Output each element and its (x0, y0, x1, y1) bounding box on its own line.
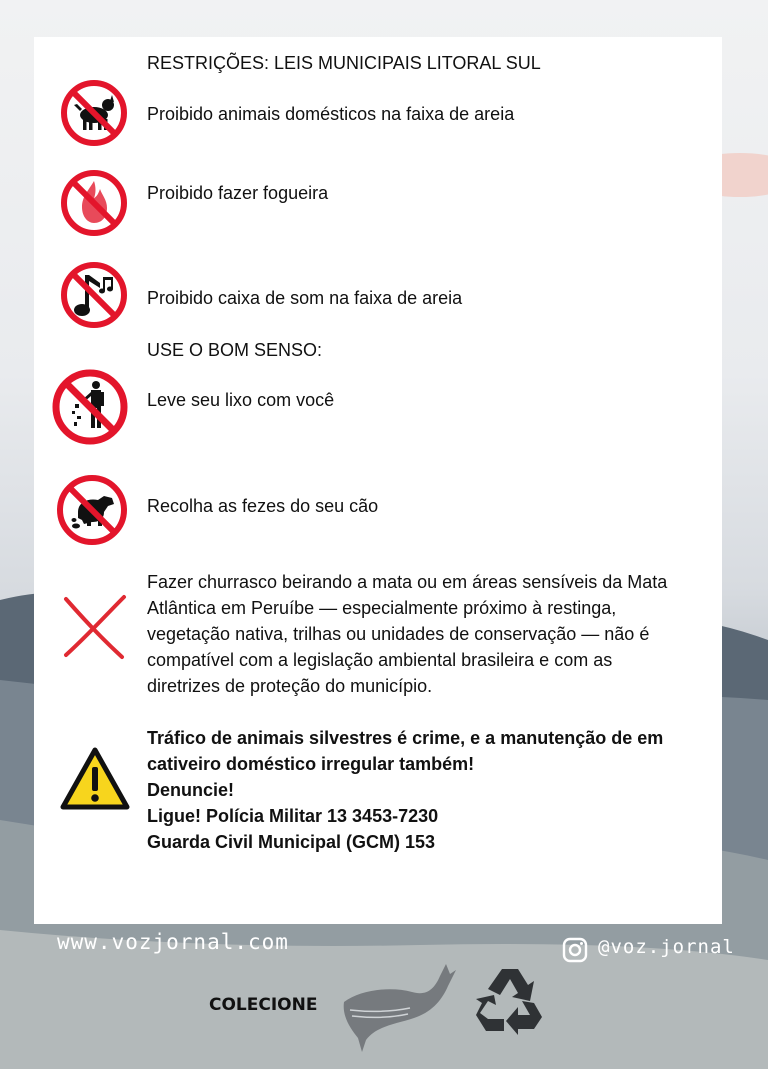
collect-label: COLECIONE (209, 995, 318, 1015)
whale-icon (340, 960, 460, 1055)
info-card (34, 37, 722, 924)
warning-text-2: Denuncie! (147, 780, 235, 800)
restriction-text: Proibido fazer fogueira (147, 183, 329, 203)
common-sense-text: Leve seu lixo com você (147, 390, 335, 410)
common-sense-text: Fazer churrasco beirando a mata ou em áreas sensíveis da Mata Atlântica em Peruíbe — especialmente próximo à restinga, vegetação nativa, trilhas ou unidades de conservação — não é compatível com a legislação ambiental brasileira e com as diretrizes de proteção do município. (147, 572, 668, 696)
instagram-handle[interactable]: @voz.jornal (598, 936, 735, 958)
common-sense-heading: USE O BOM SENSO: (147, 340, 323, 360)
warning-text-4: Guarda Civil Municipal (GCM) 153 (147, 832, 436, 852)
recycle-icon (472, 963, 548, 1039)
restriction-text: Proibido animais domésticos na faixa de areia (147, 104, 515, 124)
restriction-text: Proibido caixa de som na faixa de areia (147, 288, 463, 308)
no-fire-icon (58, 167, 130, 239)
warning-icon (60, 747, 130, 811)
instagram-icon[interactable] (562, 937, 588, 963)
no-dog-icon (58, 77, 130, 149)
page-title: RESTRIÇÕES: LEIS MUNICIPAIS LITORAL SUL (147, 53, 541, 73)
website-link[interactable]: www.vozjornal.com (57, 930, 289, 954)
no-music-icon (58, 259, 130, 331)
warning-text-1: Tráfico de animais silvestres é crime, e a manutenção de em cativeiro doméstico irregular também! (147, 728, 664, 774)
warning-text-3: Ligue! Polícia Militar 13 3453-7230 (147, 806, 439, 826)
red-x-icon (58, 591, 130, 663)
common-sense-text: Recolha as fezes do seu cão (147, 496, 379, 516)
no-littering-icon (50, 367, 130, 447)
no-dog-poop-icon (54, 472, 130, 548)
